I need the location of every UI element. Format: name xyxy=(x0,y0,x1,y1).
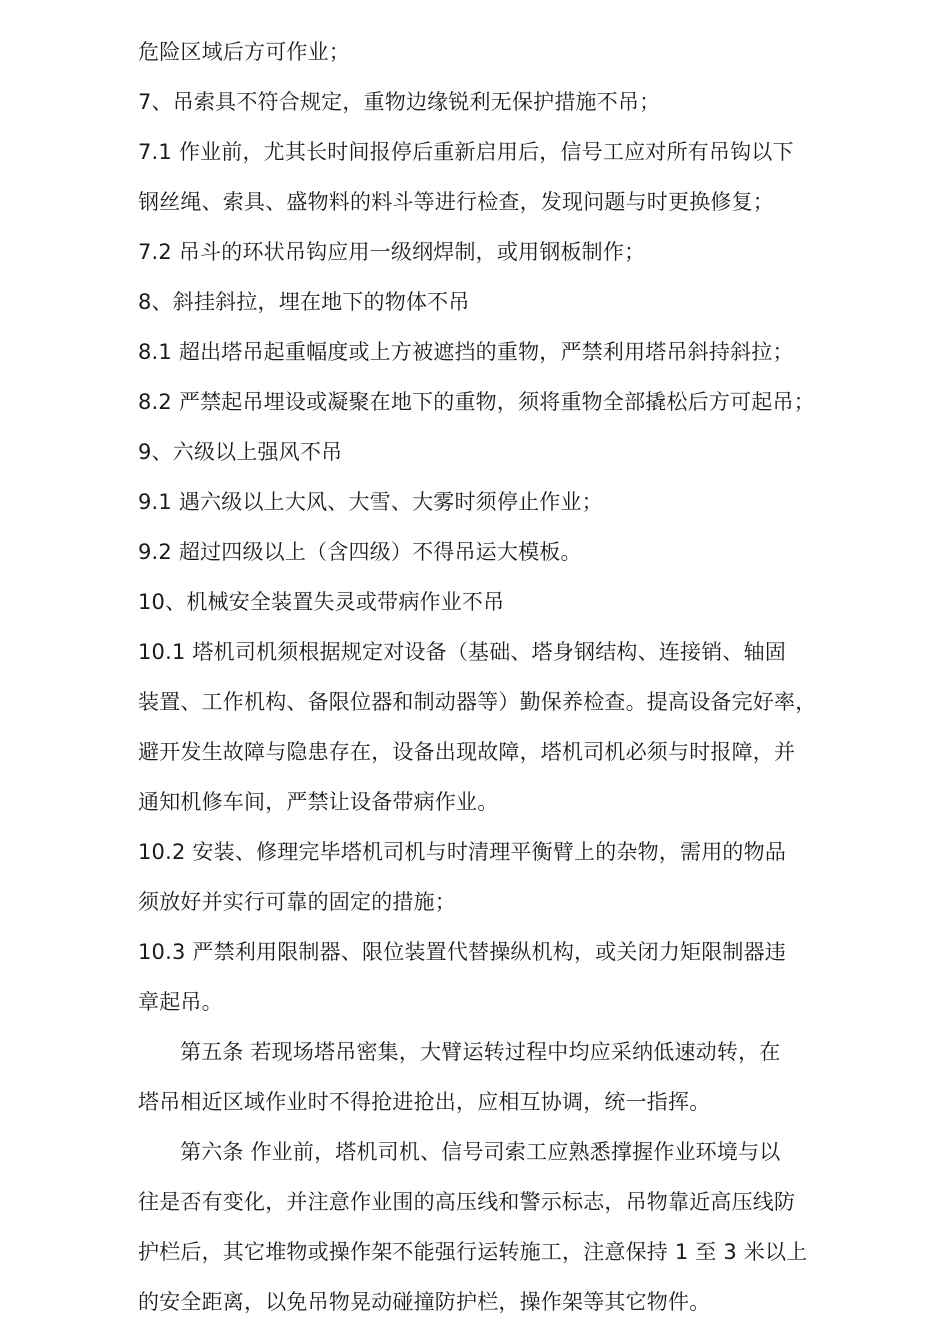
text-line: 8、斜挂斜拉，埋在地下的物体不吊 xyxy=(138,290,470,314)
text-line: 装置、工作机构、备限位器和制动器等）勤保养检查。提高设备完好率， xyxy=(138,690,817,714)
text-line: 7、吊索具不符合规定，重物边缘锐利无保护措施不吊； xyxy=(138,90,661,114)
text-line: 10.2 安装、修理完毕塔机司机与时清理平衡臂上的杂物，需用的物品 xyxy=(138,840,787,864)
text-line: 8.1 超出塔吊起重幅度或上方被遮挡的重物，严禁利用塔吊斜持斜拉； xyxy=(138,340,794,364)
text-line: 避开发生故障与隐患存在，设备出现故障，塔机司机必须与时报障，并 xyxy=(138,740,796,764)
text-line: 9.1 遇六级以上大风、大雪、大雾时须停止作业； xyxy=(138,490,603,514)
text-line: 10.1 塔机司机须根据规定对设备（基础、塔身钢结构、连接销、轴固 xyxy=(138,640,787,664)
article-6-first-line: 第六条 作业前，塔机司机、信号司索工应熟悉撑握作业环境与以 xyxy=(180,1140,781,1164)
text-line: 9、六级以上强风不吊 xyxy=(138,440,343,464)
text-line: 7.1 作业前，尤其长时间报停后重新启用后，信号工应对所有吊钩以下 xyxy=(138,140,794,164)
text-line: 7.2 吊斗的环状吊钩应用一级纲焊制，或用钢板制作； xyxy=(138,240,646,264)
text-line: 钢丝绳、索具、盛物料的料斗等进行检查，发现问题与时更换修复； xyxy=(138,190,774,214)
text-line: 须放好并实行可靠的固定的措施； xyxy=(138,890,456,914)
text-line: 8.2 严禁起吊埋设或凝聚在地下的重物，须将重物全部撬松后方可起吊； xyxy=(138,390,815,414)
article-5-first-line: 第五条 若现场塔吊密集，大臂运转过程中均应采纳低速动转，在 xyxy=(180,1040,781,1064)
text-line: 通知机修车间，严禁让设备带病作业。 xyxy=(138,790,499,814)
text-line: 危险区域后方可作业； xyxy=(138,40,350,64)
document-body xyxy=(138,27,850,1327)
text-line: 10.3 严禁利用限制器、限位装置代替操纵机构，或关闭力矩限制器违 xyxy=(138,940,787,964)
text-line: 护栏后，其它堆物或操作架不能强行运转施工，注意保持 1 至 3 米以上 xyxy=(138,1240,808,1264)
text-line: 往是否有变化，并注意作业围的高压线和警示标志，吊物靠近高压线防 xyxy=(138,1190,796,1214)
text-line: 章起吊。 xyxy=(138,990,223,1014)
text-line: 塔吊相近区域作业时不得抢进抢出，应相互协调，统一指挥。 xyxy=(138,1090,711,1114)
text-line: 10、机械安全装置失灵或带病作业不吊 xyxy=(138,590,505,614)
text-line: 9.2 超过四级以上（含四级）不得吊运大模板。 xyxy=(138,540,582,564)
text-line: 的安全距离，以免吊物晃动碰撞防护栏，操作架等其它物件。 xyxy=(138,1290,711,1314)
